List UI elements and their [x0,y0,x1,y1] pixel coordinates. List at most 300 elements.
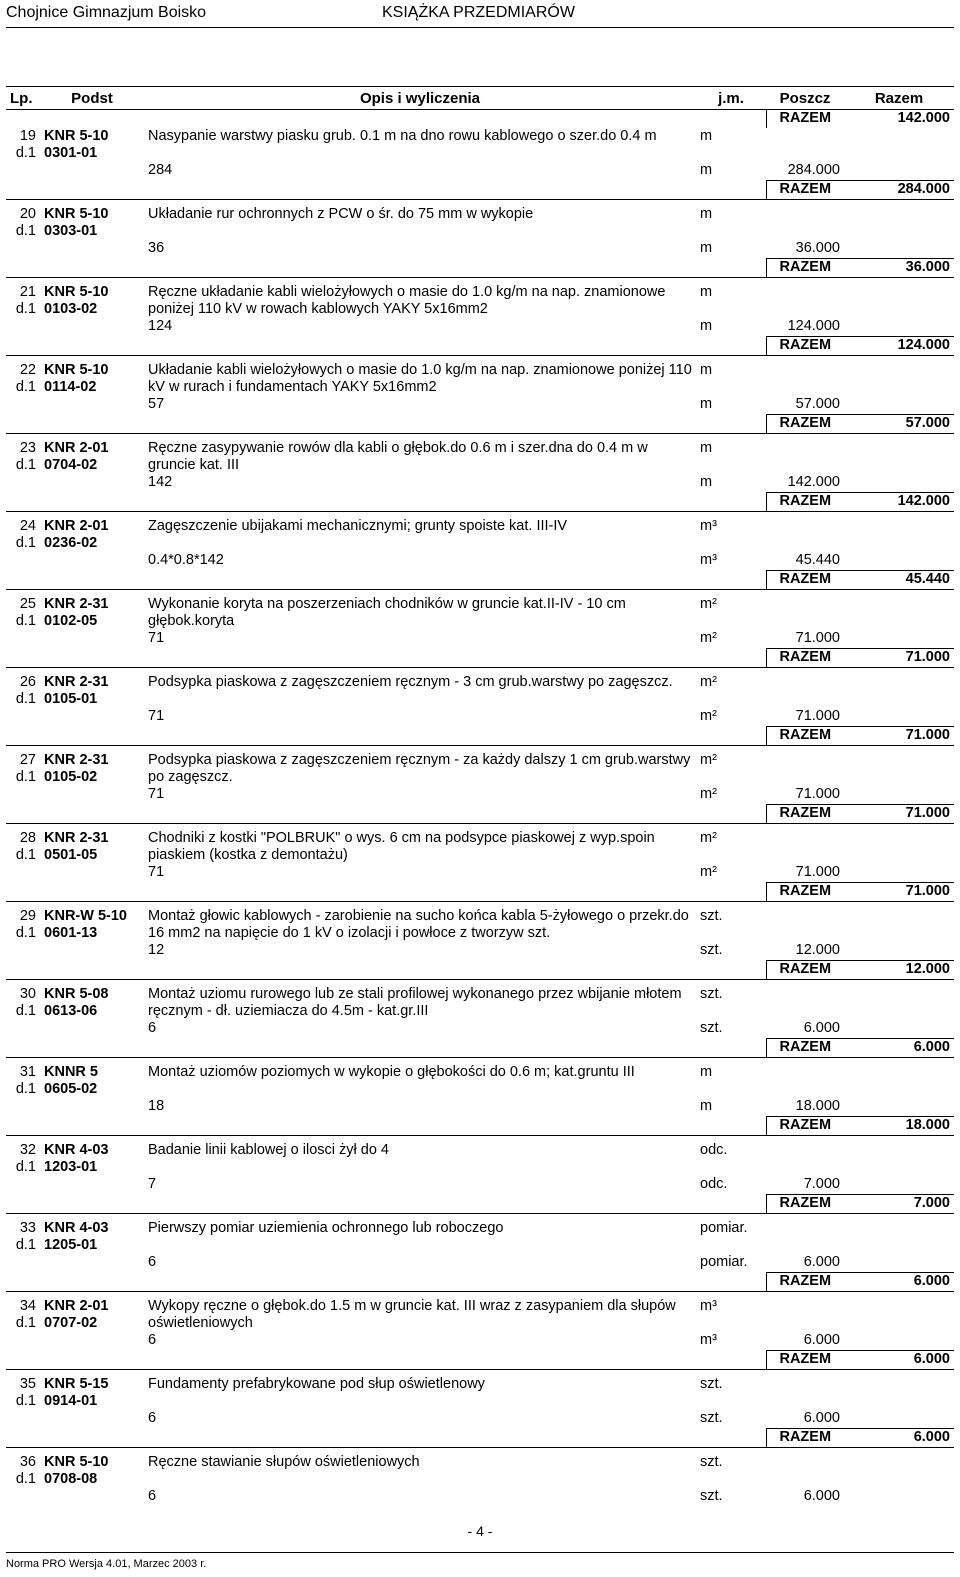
item-basis-cell [40,986,144,1020]
razem-empty [6,1273,40,1292]
item-number: 21 [19,284,36,300]
item-basis-code: 0105-02 [44,769,98,785]
item-empty [844,128,954,162]
item-basis-cell [40,128,144,162]
qty-empty [844,1254,954,1273]
item-basis: KNR 2-31 [44,596,109,612]
quantity-unit: m² [700,630,717,646]
quantity-calc: 36 [148,240,165,256]
item-lp-cell [6,206,40,240]
item-empty [766,1142,844,1176]
razem-row [6,1039,954,1058]
qty-empty [844,630,954,649]
quantity-calc: 124 [148,318,173,334]
quantity-calc: 71 [148,708,165,724]
qty-empty [40,396,144,415]
razem-empty [144,1039,696,1058]
quantity-value: 45.440 [795,552,840,568]
qty-empty [6,552,40,571]
col-lp: Lp. [6,87,40,110]
item-empty [844,440,954,474]
razem-row [6,181,954,200]
item-basis-cell [40,674,144,708]
razem-empty [6,259,40,278]
razem-empty [696,1429,766,1448]
quantity-value: 284.000 [787,162,840,178]
razem-row [6,961,954,980]
item-empty [766,752,844,786]
item-subnumber: d.1 [15,769,36,785]
razem-label: RAZEM [766,961,844,980]
item-basis-code: 0708-08 [44,1471,98,1487]
qty-empty [40,1254,144,1273]
item-number: 20 [19,206,36,222]
quantity-unit: m³ [700,1332,717,1348]
razem-empty [40,649,144,668]
item-basis: KNR 2-01 [44,1298,109,1314]
item-subnumber: d.1 [15,1003,36,1019]
razem-row [6,1273,954,1292]
razem-empty [696,493,766,512]
razem-empty [6,961,40,980]
razem-empty [40,883,144,902]
item-basis-cell [40,362,144,396]
razem-row [6,1429,954,1448]
item-basis-code: 0236-02 [44,535,98,551]
item-number: 26 [19,674,36,690]
item-basis-code: 0501-05 [44,847,98,863]
razem-row [6,571,954,590]
item-unit: m [700,440,713,456]
razem-value: 71.000 [844,727,954,746]
item-empty [766,596,844,630]
quantity-row [6,864,954,883]
razem-empty [696,961,766,980]
item-basis-code: 0704-02 [44,457,98,473]
razem-empty [40,181,144,200]
razem-empty [144,961,696,980]
razem-empty [144,571,696,590]
item-subnumber: d.1 [15,1159,36,1175]
item-row [6,752,954,786]
item-basis-code: 0114-02 [44,379,97,395]
item-basis-cell [40,284,144,318]
item-row [6,1064,954,1098]
razem-empty [6,571,40,590]
razem-empty [144,649,696,668]
quantity-calc: 6 [148,1020,157,1036]
razem-row [6,649,954,668]
razem-empty [144,1429,696,1448]
razem-empty [696,649,766,668]
quantity-value: 71.000 [795,786,840,802]
qty-empty [40,942,144,961]
razem-empty [6,415,40,434]
razem-empty [40,337,144,356]
item-subnumber: d.1 [15,301,36,317]
item-unit: m² [700,752,717,768]
item-row [6,1220,954,1254]
quantity-calc: 18 [148,1098,165,1114]
col-razem: Razem [844,87,954,110]
qty-empty [40,1332,144,1351]
qty-empty [6,1020,40,1039]
item-row [6,596,954,630]
razem-empty [144,1195,696,1214]
item-unit: pomiar. [700,1220,748,1236]
razem-value: 18.000 [844,1117,954,1136]
razem-empty [144,181,696,200]
item-empty [844,674,954,708]
quantity-value: 6.000 [803,1332,840,1348]
quantity-calc: 12 [148,942,165,958]
item-number: 30 [19,986,36,1002]
qty-empty [844,1332,954,1351]
qty-empty [6,1176,40,1195]
item-empty [844,830,954,864]
item-basis-code: 1203-01 [44,1159,98,1175]
razem-empty [6,883,40,902]
item-empty [766,440,844,474]
quantity-calc: 142 [148,474,173,490]
item-empty [844,518,954,552]
razem-empty [40,415,144,434]
item-description: Podsypka piaskowa z zagęszczeniem ręcznym - za każdy dalszy 1 cm grub.warstwy po zagęszcz. [148,752,691,785]
qty-empty [6,1488,40,1506]
col-podst: Podst [40,87,144,110]
item-basis: KNR 5-15 [44,1376,109,1392]
item-empty [844,1298,954,1332]
item-unit: m [700,284,713,300]
item-basis-code: 1205-01 [44,1237,98,1253]
razem-empty [696,181,766,200]
razem-row [6,493,954,512]
razem-row [6,1195,954,1214]
razem-value: 45.440 [844,571,954,590]
item-empty [766,1376,844,1410]
item-number: 28 [19,830,36,846]
quantity-row [6,1098,954,1117]
qty-empty [40,630,144,649]
col-jm: j.m. [696,87,766,110]
quantity-value: 12.000 [795,942,840,958]
qty-empty [6,1332,40,1351]
razem-empty [144,493,696,512]
quantity-unit: m² [700,786,717,802]
item-empty [844,596,954,630]
item-lp-cell [6,1064,40,1098]
razem-empty [40,259,144,278]
item-empty [844,1064,954,1098]
quantity-row [6,474,954,493]
razem-empty [40,571,144,590]
quantity-row [6,1332,954,1351]
quantity-calc: 284 [148,162,173,178]
item-empty [766,284,844,318]
item-basis-cell [40,1142,144,1176]
quantity-unit: m [700,240,713,256]
qty-empty [6,240,40,259]
quantity-calc: 6 [148,1410,157,1426]
quantity-unit: m³ [700,552,717,568]
qty-empty [6,1254,40,1273]
qty-empty [844,552,954,571]
item-basis: KNR 2-31 [44,674,109,690]
qty-empty [40,1176,144,1195]
item-lp-cell [6,284,40,318]
item-subnumber: d.1 [15,925,36,941]
qty-empty [6,318,40,337]
item-basis-cell [40,1376,144,1410]
item-subnumber: d.1 [15,457,36,473]
item-unit: m² [700,596,717,612]
razem-label: RAZEM [766,493,844,512]
quantity-unit: szt. [700,1020,723,1036]
item-basis: KNR 2-01 [44,440,109,456]
item-subnumber: d.1 [15,1237,36,1253]
quantity-value: 57.000 [795,396,840,412]
razem-empty [696,571,766,590]
razem-label: RAZEM [766,571,844,590]
razem-label: RAZEM [766,259,844,278]
quantity-calc: 6 [148,1332,157,1348]
quantity-row [6,942,954,961]
razem-label: RAZEM [766,1351,844,1370]
razem-empty [6,1039,40,1058]
item-number: 25 [19,596,36,612]
razem-label: RAZEM [766,1039,844,1058]
qty-empty [844,1098,954,1117]
item-number: 33 [19,1220,36,1236]
item-row [6,128,954,162]
razem-empty [40,1429,144,1448]
razem-empty [144,727,696,746]
qty-empty [40,474,144,493]
item-row [6,1298,954,1332]
item-basis-code: 0707-02 [44,1315,98,1331]
quantity-unit: m² [700,864,717,880]
item-row [6,908,954,942]
razem-value: 6.000 [844,1273,954,1292]
item-lp-cell [6,1220,40,1254]
item-number: 31 [19,1064,36,1080]
razem-label: RAZEM [766,337,844,356]
item-description: Wykonanie koryta na poszerzeniach chodników w gruncie kat.II-IV - 10 cm głębok.koryta [148,596,626,629]
qty-empty [40,1020,144,1039]
razem-empty [6,1351,40,1370]
quantity-calc: 6 [148,1254,157,1270]
qty-empty [844,318,954,337]
qty-empty [6,708,40,727]
item-description: Badanie linii kablowej o ilosci żył do 4 [148,1142,389,1158]
item-empty [766,362,844,396]
razem-empty [6,805,40,824]
item-empty [844,284,954,318]
quantity-unit: szt. [700,942,723,958]
razem-row [6,1351,954,1370]
razem-empty [144,337,696,356]
item-lp-cell [6,1142,40,1176]
item-description: Układanie rur ochronnych z PCW o śr. do 75 mm w wykopie [148,206,534,222]
qty-empty [6,864,40,883]
item-basis-code: 0103-02 [44,301,98,317]
quantity-unit: m [700,162,713,178]
quantity-value: 6.000 [803,1488,840,1504]
col-poszcz: Poszcz [766,87,844,110]
item-description: Chodniki z kostki "POLBRUK" o wys. 6 cm na podsypce piaskowej z wyp.spoin piaskiem (kostka z demontażu) [148,830,655,863]
item-unit: m³ [700,518,717,534]
document-header-title: KSIĄŻKA PRZEDMIARÓW [382,4,575,21]
item-subnumber: d.1 [15,145,36,161]
razem-empty [40,493,144,512]
razem-value: 71.000 [844,883,954,902]
item-empty [844,752,954,786]
item-basis-code: 0303-01 [44,223,98,239]
qty-empty [844,1410,954,1429]
qty-empty [844,396,954,415]
item-number: 23 [19,440,36,456]
razem-label: RAZEM [766,1117,844,1136]
quantity-row [6,630,954,649]
software-note: Norma PRO Wersja 4.01, Marzec 2003 r. [6,1558,207,1570]
quantity-unit: m² [700,708,717,724]
razem-empty [696,1351,766,1370]
quantity-row [6,1488,954,1506]
razem-empty [144,1273,696,1292]
item-number: 19 [19,128,36,144]
quantity-unit: odc. [700,1176,728,1192]
item-empty [766,674,844,708]
item-description: Nasypanie warstwy piasku grub. 0.1 m na dno rowu kablowego o szer.do 0.4 m [148,128,657,144]
item-number: 36 [19,1454,36,1470]
quantity-calc: 7 [148,1176,157,1192]
razem-label: RAZEM [766,649,844,668]
item-description: Ręczne zasypywanie rowów dla kabli o głębok.do 0.6 m i szer.dna do 0.4 m w gruncie kat. III [148,440,648,473]
item-unit: m² [700,830,717,846]
razem-empty [144,805,696,824]
razem-empty [144,1117,696,1136]
quantity-row [6,1254,954,1273]
qty-empty [6,474,40,493]
item-subnumber: d.1 [15,1393,36,1409]
item-unit: m [700,206,713,222]
item-basis: KNR 5-10 [44,362,109,378]
razem-empty [696,883,766,902]
razem-value: 6.000 [844,1039,954,1058]
razem-empty [6,181,40,200]
quantity-row [6,1020,954,1039]
item-basis-cell [40,206,144,240]
item-empty [766,1220,844,1254]
item-empty [766,128,844,162]
razem-empty [6,1195,40,1214]
razem-value: 6.000 [844,1429,954,1448]
item-empty [844,1142,954,1176]
razem-empty [6,493,40,512]
quantity-calc: 57 [148,396,165,412]
quantity-value: 36.000 [795,240,840,256]
qty-empty [844,240,954,259]
item-empty [766,1298,844,1332]
qty-empty [844,474,954,493]
razem-value: 71.000 [844,805,954,824]
quantity-value: 142.000 [787,474,840,490]
item-subnumber: d.1 [15,847,36,863]
qty-empty [844,942,954,961]
boq-table [6,86,954,1506]
item-subnumber: d.1 [15,223,36,239]
item-lp-cell [6,830,40,864]
razem-empty [40,1117,144,1136]
razem-empty [696,1195,766,1214]
quantity-value: 6.000 [803,1410,840,1426]
quantity-row [6,1176,954,1195]
quantity-calc: 71 [148,630,165,646]
item-basis: KNNR 5 [44,1064,98,1080]
item-subnumber: d.1 [15,613,36,629]
qty-empty [6,1098,40,1117]
razem-label: RAZEM [766,110,844,129]
quantity-row [6,240,954,259]
razem-row [6,883,954,902]
item-basis: KNR 4-03 [44,1220,109,1236]
item-description: Montaż uziomu rurowego lub ze stali profilowej wykonanego przez wbijanie młotem ręcznym - dł. uziemiacza do 4.5m - kat.gr.III [148,986,682,1019]
item-lp-cell [6,752,40,786]
item-lp-cell [6,518,40,552]
razem-empty [6,727,40,746]
page-number: - 4 - [467,1523,493,1539]
razem-value: 6.000 [844,1351,954,1370]
item-basis: KNR 4-03 [44,1142,109,1158]
item-description: Ręczne stawianie słupów oświetleniowych [148,1454,420,1470]
razem-value: 71.000 [844,649,954,668]
item-basis-cell [40,518,144,552]
razem-label: RAZEM [766,1429,844,1448]
quantity-value: 71.000 [795,630,840,646]
razem-value: 7.000 [844,1195,954,1214]
qty-empty [6,786,40,805]
razem-empty [40,805,144,824]
item-empty [844,986,954,1020]
item-row [6,284,954,318]
quantity-row [6,318,954,337]
item-unit: szt. [700,908,723,924]
item-row [6,1454,954,1488]
item-empty [844,362,954,396]
razem-empty [696,805,766,824]
item-description: Fundamenty prefabrykowane pod słup oświetlenowy [148,1376,485,1392]
item-number: 35 [19,1376,36,1392]
item-basis-cell [40,596,144,630]
document-header-left: Chojnice Gimnazjum Boisko [6,4,207,21]
qty-empty [40,1410,144,1429]
qty-empty [40,240,144,259]
item-unit: m³ [700,1298,717,1314]
item-number: 29 [19,908,36,924]
razem-empty [40,1273,144,1292]
item-empty [766,908,844,942]
razem-row [6,415,954,434]
quantity-row [6,786,954,805]
item-basis: KNR 2-01 [44,518,109,534]
quantity-calc: 71 [148,864,165,880]
razem-row [6,805,954,824]
item-lp-cell [6,674,40,708]
item-number: 22 [19,362,36,378]
item-row [6,674,954,708]
razem-label: RAZEM [766,1273,844,1292]
qty-empty [40,1098,144,1117]
